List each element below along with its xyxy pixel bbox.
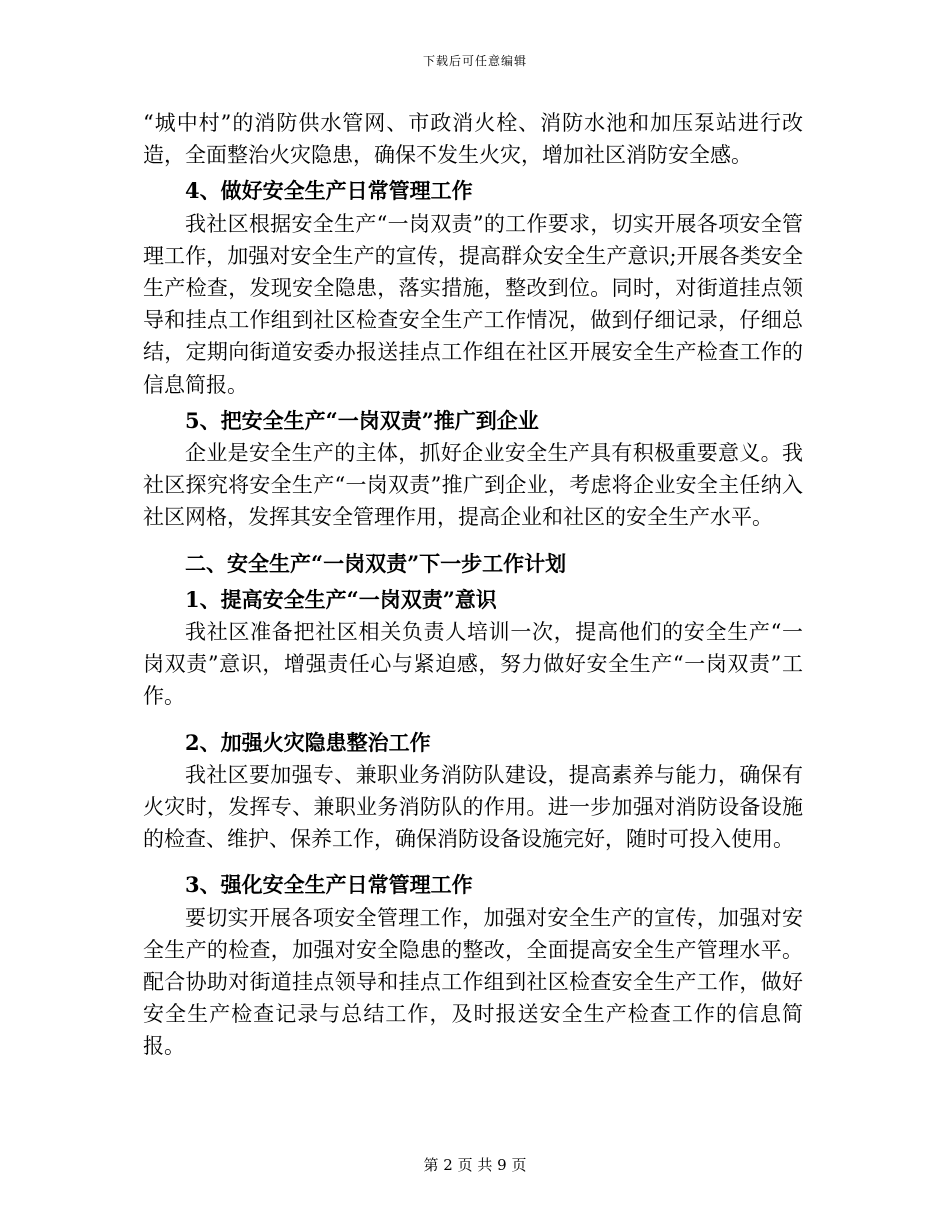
subheading-4: 4、做好安全生产日常管理工作 [185, 178, 473, 204]
paragraph-s2: 我社区要加强专、兼职业务消防队建设，提高素养与能力，确保有火灾时，发挥专、兼职业务消防队的作用。进一步加强对消防设备设施的检查、维护、保养工作，确保消防设备设施完好，随时可投入使用。 [143, 762, 803, 852]
paragraph-s3: 要切实开展各项安全管理工作，加强对安全生产的宣传，加强对安全生产的检查，加强对安全隐患的整改，全面提高安全生产管理水平。配合协助对街道挂点领导和挂点工作组到社区检查安全生产工作，做好安全生产检查记录与总结工作，及时报送安全生产检查工作的信息简报。 [143, 905, 803, 1059]
page-header: 下载后可任意编辑 [422, 54, 527, 68]
page-footer: 第 2 页 共 9 页 [423, 1156, 527, 1174]
subheading-s3: 3、强化安全生产日常管理工作 [185, 872, 473, 898]
subheading-s1: 1、提高安全生产“一岗双责”意识 [185, 586, 497, 612]
section-heading-2: 二、安全生产“一岗双责”下一步工作计划 [185, 550, 567, 576]
paragraph-4: 我社区根据安全生产“一岗双责”的工作要求，切实开展各项安全管理工作，加强对安全生产的宣传，提高群众安全生产意识;开展各类安全生产检查，发现安全隐患，落实措施，整改到位。同时，对街道挂点领导和挂点工作组到社区检查安全生产工作情况，做到仔细记录，仔细总结，定期向街道安委办报送挂点工作组在社区开展安全生产检查工作的信息简报。 [143, 211, 803, 397]
document-body [143, 107, 803, 1063]
subheading-5: 5、把安全生产“一岗双责”推广到企业 [185, 407, 539, 433]
paragraph-5: 企业是安全生产的主体，抓好企业安全生产具有积极重要意义。我社区探究将安全生产“一岗双责”推广到企业，考虑将企业安全主任纳入社区网格，发挥其安全管理作用，提高企业和社区的安全生产水平。 [143, 441, 803, 530]
subheading-s2: 2、加强火灾隐患整治工作 [185, 729, 431, 755]
paragraph-continuation: “城中村”的消防供水管网、市政消火栓、消防水池和加压泵站进行改造，全面整治火灾隐患，确保不发生火灾，增加社区消防安全感。 [143, 111, 803, 168]
paragraph-s1: 我社区准备把社区相关负责人培训一次，提高他们的安全生产“一岗双责”意识，增强责任心与紧迫感，努力做好安全生产“一岗双责”工作。 [143, 620, 803, 709]
